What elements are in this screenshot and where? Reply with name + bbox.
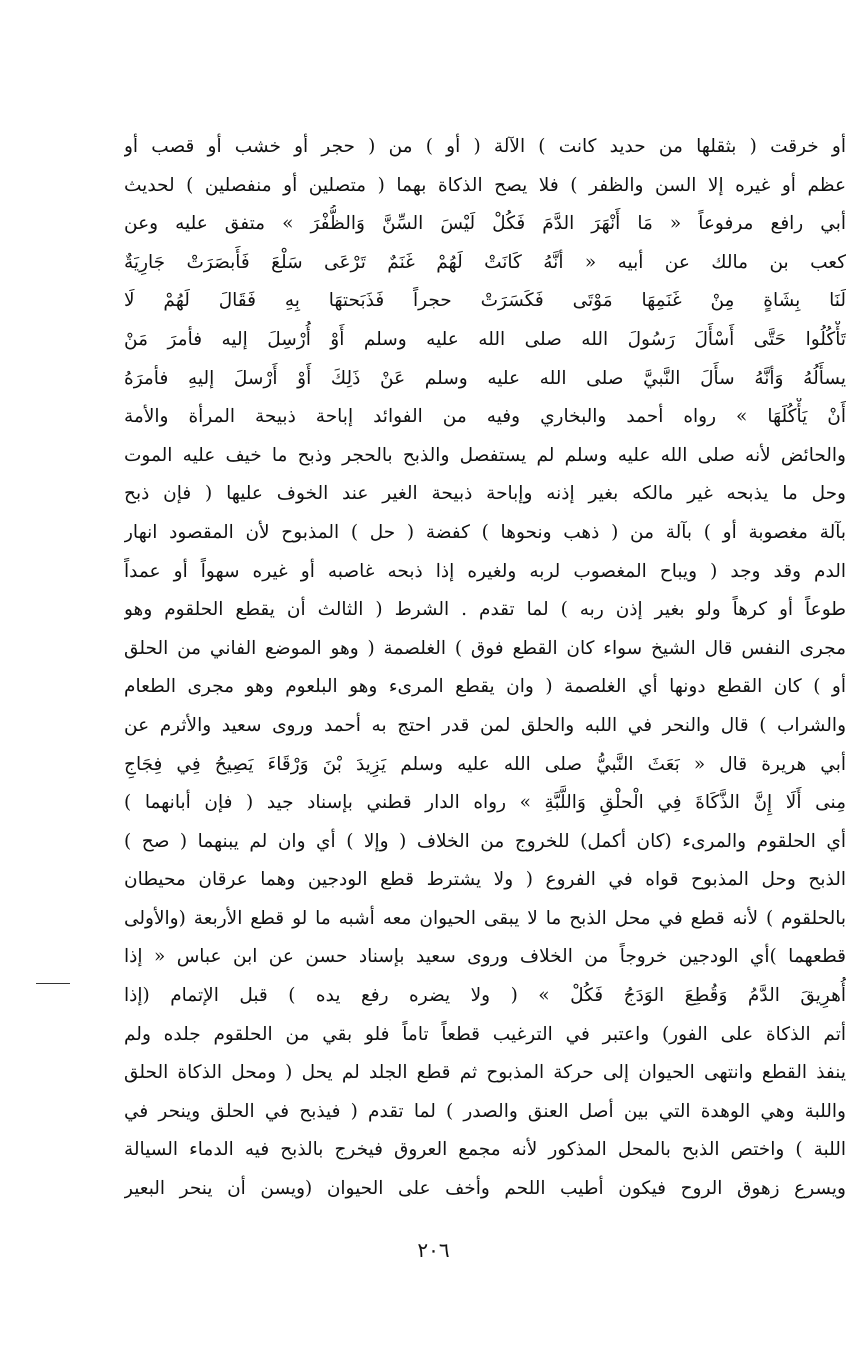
text-line: عظم أو غيره إلا السن والظفر ) فلا يصح الذكاة بهما ( متصلين أو منفصلين ) لحديث (124, 174, 846, 196)
text-line: أي الحلقوم والمرىء (كان أكمل) للخروج من الخلاف ( وإلا ) أي وان لم يبنهما ( صح ) (124, 830, 846, 852)
text-line: مِنى أَلَا إِنَّ الذَّكَاةَ فِي الْحلْقِ وَاللَّبَّةِ » رواه الدار قطني بإسناد جيد ( فإن أبانهما ) (124, 792, 846, 814)
text-line: واللبة وهي الوهدة التي بين أصل العنق والصدر ) لما تقدم ( فيذبح في الحلق وينحر في (124, 1100, 846, 1122)
text-line: أتم الذكاة على الفور) واعتبر في الترغيب قطعاً تاماً فلو بقي من الحلقوم جلده ولم (124, 1023, 846, 1045)
text-line: وحل ما يذبحه غير مالكه بغير إذنه وإباحة ذبيحة الغير عند الخوف عليها ( فإن ذبح (124, 483, 846, 505)
text-line: أبي هريرة قال « بَعَثَ النَّبيُّ صلى الله عليه وسلم يَزِيدَ بْنَ وَرْقَاءَ يَصِيحُ فِي فِجَاجِ (124, 753, 846, 775)
text-line: اللبة ) واختص الذبح بالمحل المذكور لأنه مجمع العروق فيخرج بالذبح فيه الدماء السيالة (124, 1139, 846, 1161)
text-line: كعب بن مالك عن أبيه « أنَّهُ كَانَتْ لَهُمْ غَنَمٌ تَرْعَى سَلْعَ فَأَبصَرَتْ جَارِيَةٌ (124, 251, 846, 273)
text-line: بآلة مغصوبة أو ) بآلة من ( ذهب ونحوها ) كفضة ( حل ) المذبوح لأن المقصود انهار (124, 521, 846, 543)
text-line: الذبح وحل المذبوح قواه في الفروع ( ولا يشترط قطع الودجين وهما عرقان محيطان (124, 869, 846, 891)
text-line: قطعهما )أي الودجين خروجاً من الخلاف وروى سعيد بإسناد حسن عن ابن عباس « إذا (124, 946, 846, 968)
text-line: أو ) كان القطع دونها أي الغلصمة ( وان يقطع المرىء وهو البلعوم وهو مجرى الطعام (124, 676, 846, 698)
text-line: الدم وقد وجد ( ويباح المغصوب لربه ولغيره إذا ذبحه غاصبه أو غيره سهواً أو عمداً (124, 560, 846, 582)
text-line: أَنْ يَأْكُلَهَا » رواه أحمد والبخاري وفيه من الفوائد إباحة ذبيحة المرأة والأمة (124, 406, 846, 428)
margin-dash (36, 983, 70, 984)
text-line: ويسرع زهوق الروح فيكون أطيب اللحم وأخف على الحيوان (ويسن أن ينحر البعير (124, 1178, 846, 1200)
text-line: والحائض لأنه صلى الله عليه وسلم لم يستفصل والذبح بالحجر وذبح ما خيف عليه الموت (124, 444, 846, 466)
text-line: لَنَا بِشَاةٍ مِنْ غَنَمِهَا مَوْتَى فَكَسَرَتْ حجراً فَذَبَحتهَا بِهِ فَقَالَ لَهُمْ لَا (124, 290, 846, 312)
text-line: والشراب ) قال والنحر في اللبه والحلق لمن قدر احتج به أحمد وروى سعيد والأثرم عن (124, 714, 846, 736)
text-line: أو خرقت ( بثقلها من حديد كانت ) الآلة ( أو ) من ( حجر أو خشب أو قصب أو (124, 136, 846, 157)
page-number: ٢٠٦ (417, 1238, 450, 1262)
text-line: أُهرِيقَ الدَّمُ وَقُطِعَ الوَدَجُ فَكُلْ » ( ولا يضره رفع يده ) قبل الإتمام (إذا (124, 985, 846, 1007)
text-line: أبي رافع مرفوعاً « مَا أَنْهَرَ الدَّمَ فَكُلْ لَيْسَ السِّنَّ وَالظُّفْرَ » متفق عليه وعن (124, 213, 846, 235)
text-line: طوعاً أو كرهاً ولو بغير إذن ربه ) لما تقدم . الشرط ( الثالث أن يقطع الحلقوم وهو (124, 599, 846, 621)
body-text (124, 128, 846, 1209)
text-line: بالحلقوم ) لأنه قطع في محل الذبح ما لا يبقى الحيوان معه أشبه ما لو قطع الأربعة (والأولى (124, 907, 846, 929)
text-line: يسأَلُهُ وَأنَّهُ سأَلَ النَّبيَّ صلى الله عليه وسلم عَنْ ذَلِكَ أَوْ أَرْسلَ إليهِ فأمرَهُ (124, 367, 846, 389)
text-line: مجرى النفس قال الشيخ سواء كان القطع فوق ) الغلصمة ( وهو الموضع الفاني من الحلق (124, 637, 846, 659)
text-line: تَأْكُلُوا حَتَّى أَسْأَلَ رَسُولَ الله صلى الله عليه وسلم أَوْ أُرْسِلَ إليه فأمرَ مَنْ (124, 328, 846, 350)
text-line: ينفذ القطع وانتهى الحيوان إلى حركة المذبوح ثم قطع الجلد لم يحل ( ومحل الذكاة الحلق (124, 1062, 846, 1084)
